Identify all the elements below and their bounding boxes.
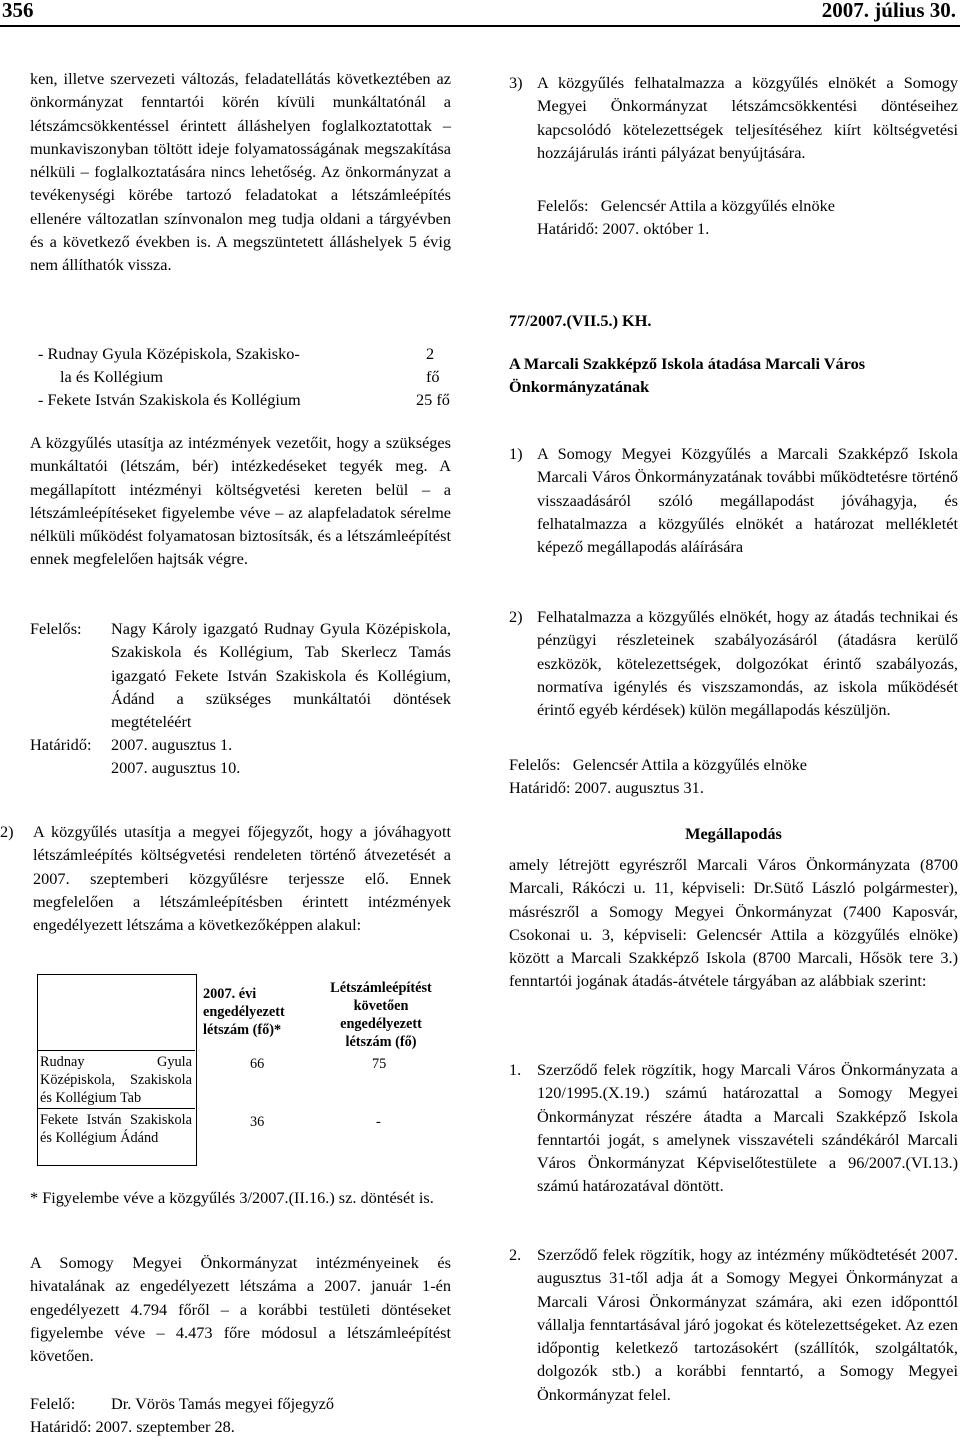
resolution-responsible [509, 753, 807, 800]
agreement-title: Megállapodás [685, 824, 782, 843]
headcount-paragraph: A Somogy Megyei Önkormányzat intézményeinek és hivatalának az engedélyezett létszáma a 2007. január 1-én engedélyezett 4.794 főről – a korábbi testületi döntéseket figyelembe véve – 4.473 főre módosul a létszámleépítést követően. [30, 1253, 451, 1366]
table-cell-value: 66 [250, 1056, 265, 1072]
resolution-item-2-text: Felhatalmazza a közgyűlés elnökét, hogy az átadás technikai és pénzügyi részleteinek szabályozásáról (átadásra kerülő eszközök, kötelezettségek, dolgozókat érintő szabályozás, normatíva igénylés és viszszamondás, az iskola működését érintő egyéb kérdések) külön megállapodás készüljön. [537, 607, 958, 720]
table-cell-value: - [376, 1114, 381, 1130]
resolution-item-1-text: A Somogy Megyei Közgyűlés a Marcali Szakképző Iskola Marcali Város Önkormányzatának további működtetésre történő visszaadásáról szóló megállapodást jóváhagyja, és felhatalmazza a közgyűlés elnökét a határozat mellékletét képező megállapodás aláírására [537, 444, 958, 557]
deadline-3: Határidő: 2007. szeptember 28. [30, 1417, 235, 1436]
agreement-point-1-text: Szerződő felek rögzítik, hogy Marcali Város Önkormányzata a 120/1995.(X.19.) számú határozattal a Somogy Megyei Önkormányzat részére átadta a Marcali Szakképző Iskola fenntartói jogát, s amelynek visszavételi szándékáról Marcali Város Önkormányzat Képviselőtestülete a 96/2007.(VI.13.) számú határozatával döntött. [537, 1060, 958, 1196]
agreement-point-2 [509, 1243, 958, 1406]
responsible-label-2: Felelő: [30, 1394, 76, 1413]
responsible-label: Felelős: [30, 619, 82, 638]
table-head-divider [38, 1050, 195, 1051]
table-row-divider [38, 1108, 195, 1109]
resolution-item-2 [509, 605, 958, 721]
page-number: 356 [2, 0, 34, 22]
resolution-title: A Marcali Szakképző Iskola átadása Marcali Város Önkormányzatának [509, 354, 866, 397]
table-footnote: * Figyelembe véve a közgyűlés 3/2007.(II.16.) sz. döntését is. [30, 1188, 434, 1207]
item-3-number: 3) [509, 73, 523, 92]
staff-reduction-list [38, 342, 451, 411]
responsible-text: Nagy Károly igazgató Rudnay Gyula Középiskola, Szakiskola és Kollégium, Tab Skerlecz Tamás igazgató Fekete István Szakiskola és Kollégium, Ádánd a szükséges munkáltatói döntések megtételéért [111, 619, 451, 732]
header-rule [0, 25, 960, 27]
agreement-point-1 [509, 1058, 958, 1198]
table-row-name: Rudnay Gyula Középiskola, Szakiskola és Kollégium Tab [40, 1054, 192, 1106]
responsible-block-2 [30, 1392, 451, 1438]
resolution-item-1-number: 1) [509, 444, 523, 463]
list-item-2-value: 25 fő [416, 390, 450, 409]
list-item-2: - Fekete István Szakiskola és Kollégium [38, 390, 301, 409]
item-2-text: A közgyűlés utasítja a megyei főjegyzőt, hogy a jóváhagyott létszámleépítés költségvetési rendeleten történő átvezetését a 2007. szeptemberi közgyűlésre terjessze elő. Ennek megfelelően a létszámleépítésben érintett intézmények engedélyezett létszáma a következőképpen alakul: [33, 822, 451, 935]
issue-date: 2007. július 30. [821, 0, 956, 22]
item-3 [509, 71, 958, 164]
agreement-point-2-number: 2. [509, 1245, 522, 1264]
deadline-label: Határidő: [30, 735, 92, 755]
table-cell-value: 75 [372, 1056, 387, 1072]
responsible-line-2: Felelős: Gelencsér Attila a közgyűlés elnöke [509, 755, 807, 774]
list-item-1-cont: la és Kollégium [60, 367, 164, 386]
list-item-1-value: 2 fő [426, 344, 440, 387]
item-3-responsible [537, 194, 835, 241]
agreement-intro: amely létrejött egyrészről Marcali Város Önkormányzata (8700 Marcali, Rákóczi u. 11, képviseli: Dr.Sütő László polgármester), másrészről a Somogy Megyei Önkormányzat (7400 Kaposvár, Csokonai u. 3, képviseli: Gelencsér Attila a közgyűlés elnöke) között a Marcali Szakképző Iskola (8700 Marcali, Hősök tere 3.) fenntartói jogának átadás-átvétele tárgyában az alábbiak szerint: [509, 855, 958, 991]
item-2-number: 2) [0, 822, 14, 841]
table-header-2007: 2007. évi engedélyezett létszám (fő)* [203, 986, 285, 1038]
deadline-line-2: Határidő: 2007. augusztus 31. [509, 778, 704, 798]
responsible-text-2: Dr. Vörös Tamás megyei főjegyző [111, 1394, 334, 1413]
resolution-item-2-number: 2) [509, 607, 523, 626]
item-3-text: A közgyűlés felhatalmazza a közgyűlés elnökét a Somogy Megyei Önkormányzat létszámcsökkentési döntéseihez kapcsolódó kötelezettségek teljesítéséhez kiírt költségvetési hozzájárulás iránti pályázat benyújtására. [537, 73, 958, 162]
instruction-paragraph: A közgyűlés utasítja az intézmények vezetőit, hogy a szükséges munkáltatói (létszám, bér) intézkedéseket tegyék meg. A megállapított intézményi költségvetési kereten belül – a létszámleépítéseket figyelembe véve – az alapfeladatok sérelme nélküli működést folyamatosan biztosítsák, és a létszámleépítést ennek megfelelően hajtsák végre. [30, 433, 451, 569]
resolution-number: 77/2007.(VII.5.) KH. [509, 311, 652, 330]
table-header-after: Létszámleépítést követően engedélyezett létszám (fő) [330, 980, 432, 1050]
staff-table [37, 974, 463, 1166]
item-2 [0, 820, 451, 936]
table-row-name: Fekete István Szakiskola és Kollégium Ádánd [40, 1112, 192, 1146]
responsible-block [30, 617, 451, 779]
agreement-point-2-text: Szerződő felek rögzítik, hogy az intézmény működtetését 2007. augusztus 31-től adja át a Somogy Megyei Önkormányzat a Marcali Városi Önkormányzat számára, aki ezen időponttól vállalja fenntartásával járó jogokat és kötelezettségeket. Az ezen időpontig keletkező tartozásokért (szállítók, szolgáltatók, dolgozók stb.) a korábbi fenntartó, a Somogy Megyei Önkormányzat felel. [537, 1245, 958, 1404]
resolution-item-1 [509, 442, 958, 558]
agreement-point-1-number: 1. [509, 1060, 522, 1079]
list-item-1: - Rudnay Gyula Középiskola, Szakisko- [38, 344, 300, 363]
intro-paragraph: ken, illetve szervezeti változás, feladatellátás következtében az önkormányzat fenntartói körén kívüli munkáltatónál a létszámcsökkentéssel érintett álláshelyen foglalkoztatottak – munkaviszonyban töltött ideje folyamatosságának megszakítása nélküli – foglalkoztatására nincs lehetőség. Az önkormányzat a tevékenységi körébe tartozó feladatokat a létszámleépítés ellenére változatlan színvonalon meg tudja oldani a tárgyévben és a következő években is. A megszüntetett álláshelyek 5 évig nem állíthatók vissza. [30, 69, 451, 275]
responsible-line-1: Felelős: Gelencsér Attila a közgyűlés elnöke [537, 196, 835, 215]
deadline-line-1: Határidő: 2007. október 1. [537, 219, 710, 239]
deadline-2: 2007. augusztus 10. [111, 758, 241, 778]
deadline-1: 2007. augusztus 1. [111, 735, 233, 755]
table-cell-value: 36 [250, 1114, 265, 1130]
